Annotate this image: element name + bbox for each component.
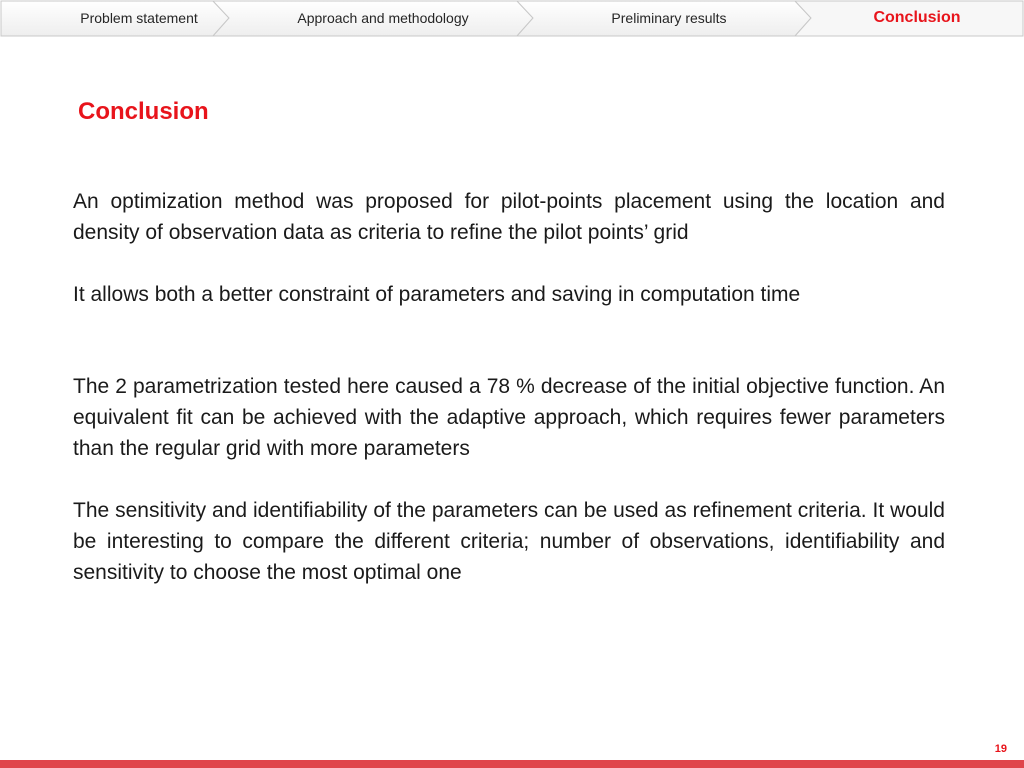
footer-bar	[0, 760, 1024, 768]
paragraph-optimization-method: An optimization method was proposed for pilot-points placement using the location and density of observation data as criteria to refine the pilot points’ grid	[73, 190, 945, 244]
nav-tab-problem-statement[interactable]: Problem statement	[80, 10, 198, 26]
paragraph-benefits: It allows both a better constraint of parameters and saving in computation time	[73, 283, 801, 306]
breadcrumb-nav	[0, 0, 1024, 38]
slide-title: Conclusion	[78, 98, 209, 125]
page-number: 19	[994, 743, 1007, 755]
paragraph-refinement-criteria: The sensitivity and identifiability of the parameters can be used as refinement criteria. It would be interesting to compare the different criteria; number of observations, identifiability and sensitivity to choose the most optimal one	[73, 499, 945, 584]
nav-tab-conclusion[interactable]: Conclusion	[873, 9, 961, 26]
nav-tab-preliminary-results[interactable]: Preliminary results	[611, 10, 727, 26]
nav-tab-approach-methodology[interactable]: Approach and methodology	[297, 10, 469, 26]
slide-content	[73, 186, 945, 588]
paragraph-parametrization-results: The 2 parametrization tested here caused a 78 % decrease of the initial objective function. An equivalent fit can be achieved with the adaptive approach, which requires fewer parameters than the regular grid with more parameters	[73, 375, 945, 460]
